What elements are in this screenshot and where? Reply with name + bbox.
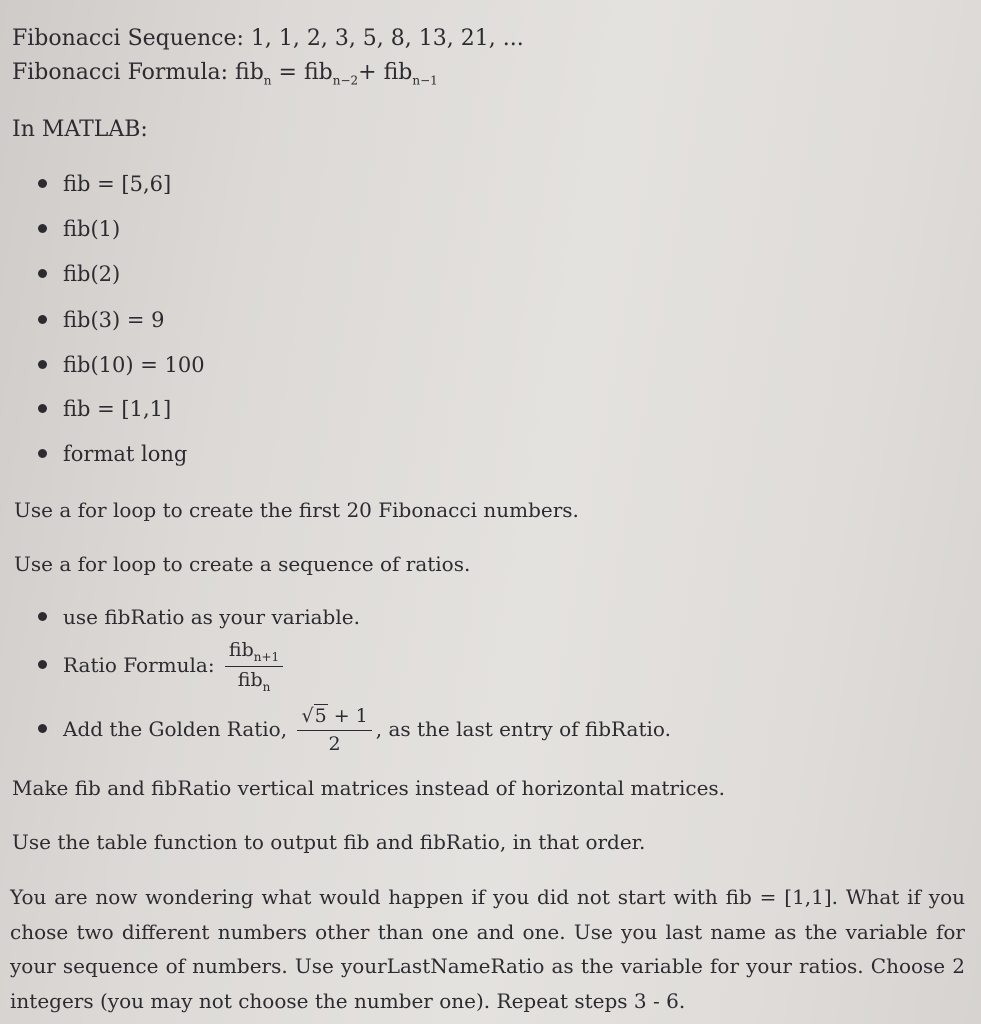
ratio-variable-item: use fibRatio as your variable. [38,605,360,629]
bullet-icon [38,724,47,733]
formula-fib-n-2: fib$_{n-2}$ [303,60,359,88]
ratio-formula-item [38,639,287,694]
bullet-icon [38,224,47,233]
sequence-line [12,26,524,52]
instruction-table: Use the table function to output fib and fibRatio, in that order. [12,830,646,854]
formula-fib-n-1: fib$_{n-1}$ [383,60,438,88]
matlab-item: fib(10) = 100 [38,353,205,378]
golden-ratio-item [38,705,671,756]
ratio-formula-label: Ratio Formula: [63,653,215,678]
bullet-icon [38,404,47,413]
matlab-item: format long [38,442,187,467]
sequence-label: Fibonacci Sequence: [12,26,244,51]
final-paragraph: You are now wondering what would happen if you did not start with fib = [1,1]. What if you chose two different numbers other than one and one. Use you last name as the variable for your sequence of numbers. Use yourLastNameRatio as the variable for your ratios. Choose 2 integers (you may not choose the number one). Repeat steps 3 - 6. [10,885,965,1013]
golden-ratio-label: Add the Golden Ratio, [63,716,288,741]
instruction-vertical: Make fib and fibRatio vertical matrices instead of horizontal matrices. [12,776,726,800]
bullet-icon [38,315,47,324]
formula-line [12,60,438,88]
bullet-icon [38,660,47,669]
golden-ratio-suffix: , as the last entry of fibRatio. [375,716,671,741]
bullet-icon [38,179,47,188]
instruction-loop-fib: Use a for loop to create the first 20 Fibonacci numbers. [14,498,579,522]
bullet-icon [38,449,47,458]
matlab-item: fib = [5,6] [38,172,171,197]
bullet-icon [38,612,47,621]
matlab-heading: In MATLAB: [12,117,148,142]
bullet-icon [38,269,47,278]
matlab-item: fib(2) [38,262,120,287]
matlab-item: fib(1) [38,217,120,242]
formula-fib-n: fib$_n$ [235,60,272,88]
instruction-loop-ratio: Use a for loop to create a sequence of ratios. [14,552,471,576]
matlab-item: fib = [1,1] [38,397,171,422]
formula-eq: = [278,60,297,85]
golden-fraction: $\frac{√5 + 1}{2}$ [297,705,371,756]
sqrt-icon: √ [301,705,314,727]
ratio-fraction: $\frac{fib_{n+1}}{fib_n}$ [225,639,283,694]
matlab-item: fib(3) = 9 [38,308,165,333]
bullet-icon [38,360,47,369]
sequence-values: 1, 1, 2, 3, 5, 8, 13, 21, ... [250,26,524,51]
formula-plus: + [358,60,377,85]
formula-label: Fibonacci Formula: [12,60,229,85]
